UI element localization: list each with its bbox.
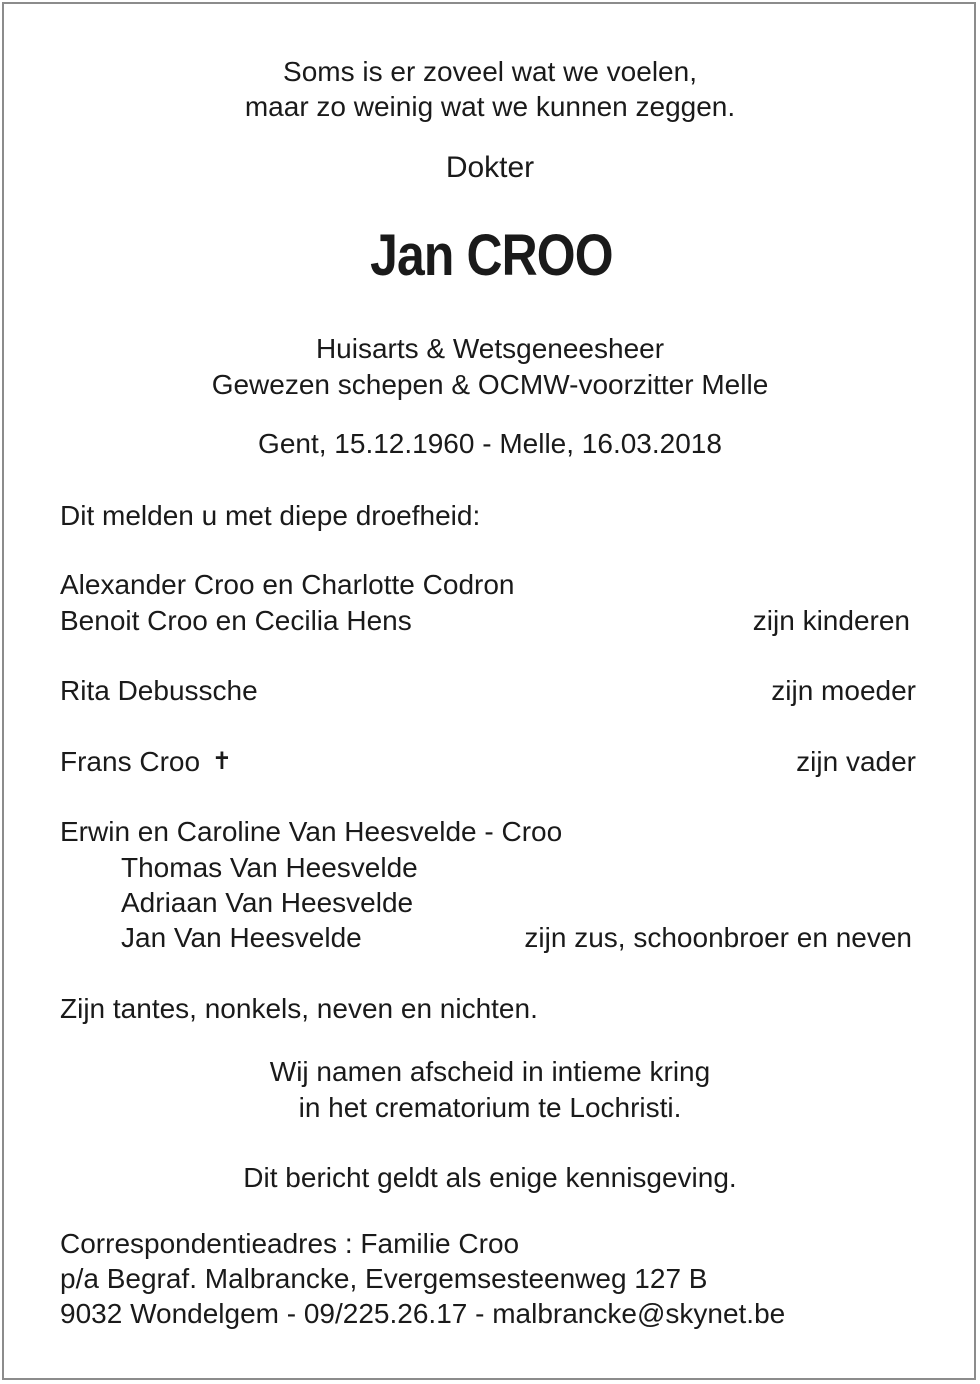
correspondence-line-1: Correspondentieadres : Familie Croo — [60, 1228, 520, 1259]
mother-relation: zijn moeder — [771, 675, 916, 706]
role-line-2: Gewezen schepen & OCMW-voorzitter Melle — [211, 369, 769, 400]
children-relation: zijn kinderen — [752, 605, 910, 636]
notice-text: Dit bericht geldt als enige kennisgeving. — [243, 1162, 737, 1193]
father-relation: zijn vader — [796, 746, 916, 777]
deceased-cross-icon: ✝ — [211, 748, 232, 775]
mother-name: Rita Debussche — [60, 675, 258, 706]
children-line-2: Benoit Croo en Cecilia Hens — [60, 605, 412, 636]
farewell-line-2: in het crematorium te Lochristi. — [298, 1092, 682, 1123]
role-line-1: Huisarts & Wetsgeneesheer — [315, 333, 665, 364]
farewell-line-1: Wij namen afscheid in intieme kring — [269, 1056, 711, 1087]
sister-line: Erwin en Caroline Van Heesvelde - Croo — [60, 816, 563, 847]
deceased-name: Jan CROO — [370, 223, 613, 288]
correspondence-line-3: 9032 Wondelgem - 09/225.26.17 - malbrancke@skynet.be — [60, 1298, 786, 1329]
nephew-1: Thomas Van Heesvelde — [121, 852, 418, 883]
children-line-1: Alexander Croo en Charlotte Codron — [60, 569, 515, 600]
honorific-title: Dokter — [445, 151, 535, 184]
extended-family: Zijn tantes, nonkels, neven en nichten. — [60, 993, 538, 1024]
sister-relation: zijn zus, schoonbroer en neven — [524, 922, 912, 953]
nephew-2: Adriaan Van Heesvelde — [121, 887, 414, 918]
correspondence-line-2: p/a Begraf. Malbrancke, Evergemsesteenweg 127 B — [60, 1263, 708, 1294]
intro-text: Dit melden u met diepe droefheid: — [60, 500, 481, 531]
quote-line-2: maar zo weinig wat we kunnen zeggen. — [244, 91, 736, 122]
father-line — [60, 744, 232, 781]
birth-death-dates: Gent, 15.12.1960 - Melle, 16.03.2018 — [258, 428, 722, 459]
father-name: Frans Croo — [60, 746, 201, 777]
nephew-3: Jan Van Heesvelde — [121, 922, 362, 953]
quote-line-1: Soms is er zoveel wat we voelen, — [283, 56, 697, 87]
